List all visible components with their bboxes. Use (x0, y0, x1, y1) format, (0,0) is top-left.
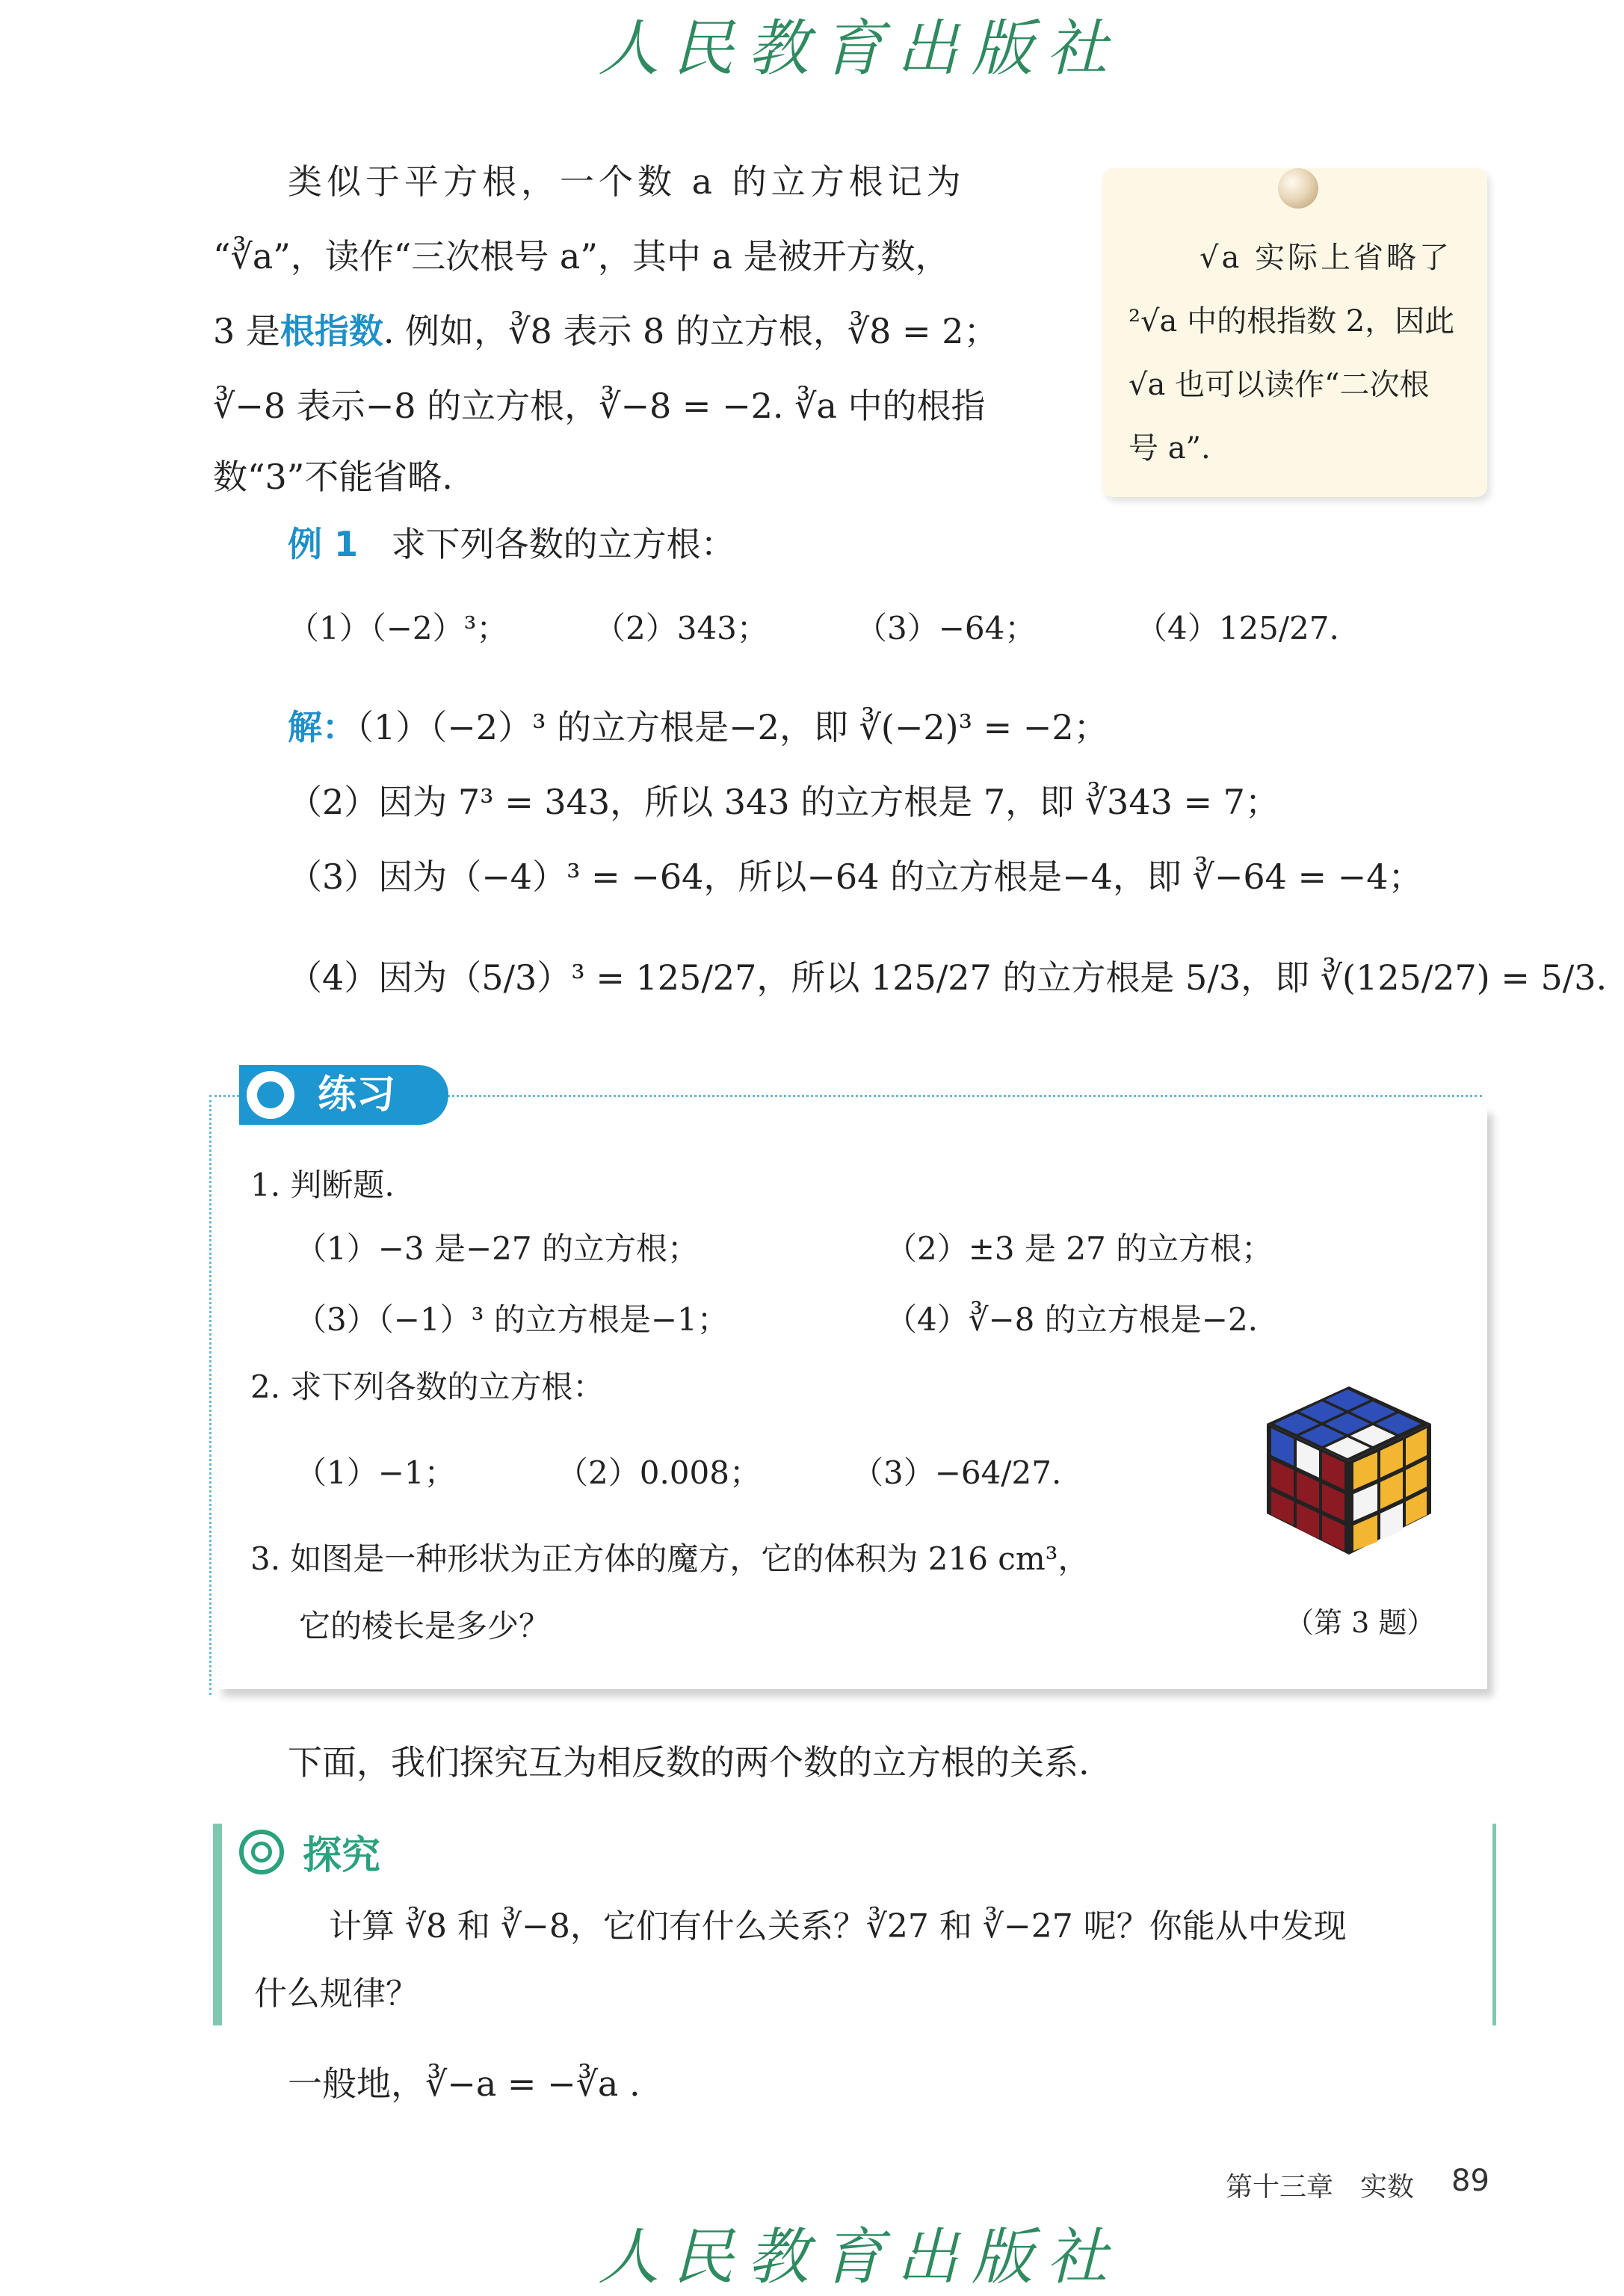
intro-line-3 (213, 310, 998, 354)
pin-icon (1278, 168, 1318, 209)
practice-q2-b: （2）0.008； (557, 1454, 761, 1491)
example-item-2: （2）343； (594, 610, 768, 646)
example-item-1: （1）（−2）³； (288, 610, 508, 646)
explore-line-2: 什么规律？ (254, 1975, 419, 2013)
explore-line-1: 计算 ∛8 和 ∛−8，它们有什么关系？∛27 和 ∛−27 呢？你能从中发现 (329, 1907, 1347, 1945)
sidenote-line-2: ²√a 中的根指数 2，因此 (1129, 304, 1455, 339)
practice-tab (239, 1065, 448, 1125)
practice-q1-c: （3）（−1）³ 的立方根是−1； (295, 1301, 729, 1338)
sidenote-card (1102, 168, 1487, 497)
conclusion-text: 一般地，∛−a = −∛a . (288, 2064, 640, 2104)
practice-q3-line-1: 3. 如图是一种形状为正方体的魔方，它的体积为 216 cm³， (250, 1540, 1090, 1577)
example-label: 例 1 (288, 524, 359, 564)
solution-line-4: （4）因为（5/3）³ = 125/27，所以 125/27 的立方根是 5/3，即 ∛(125/27) = 5/3. (288, 957, 1608, 998)
practice-q2-c: （3）−64/27. (852, 1454, 1062, 1491)
example-heading (288, 523, 735, 567)
sidenote-line-3: √a 也可以读作“二次根 (1129, 368, 1430, 402)
footer-chapter: 第十三章 实数 (1226, 2172, 1415, 2203)
example-prompt: 求下列各数的立方根： (391, 524, 735, 564)
transition-text: 下面，我们探究互为相反数的两个数的立方根的关系. (288, 1742, 1090, 1783)
intro-line-3-c: . 例如，∛8 表示 8 的立方根，∛8 = 2； (383, 311, 998, 351)
solution-line-1 (288, 706, 1108, 750)
pencil-icon (247, 1071, 294, 1119)
term-root-index: 根指数 (280, 311, 383, 351)
solution-line-2: （2）因为 7³ = 343，所以 343 的立方根是 7，即 ∛343 = 7； (288, 782, 1279, 822)
intro-line-4: ∛−8 表示−8 的立方根，∛−8 = −2. ∛a 中的根指 (213, 386, 986, 426)
page-number: 89 (1451, 2164, 1489, 2198)
practice-q3-line-2: 它的棱长是多少？ (299, 1608, 551, 1644)
practice-q1-b: （2）±3 是 27 的立方根； (886, 1230, 1273, 1267)
intro-line-1: 类似于平方根，一个数 a 的立方根记为 (288, 161, 966, 202)
sidenote-line-4: 号 a”. (1129, 431, 1211, 466)
practice-q2-a: （1）−1； (295, 1454, 456, 1491)
example-item-4: （4）125/27. (1136, 610, 1339, 646)
intro-line-2: “∛a”，读作“三次根号 a”，其中 a 是被开方数， (213, 236, 950, 277)
practice-q1: 1. 判断题. (250, 1167, 395, 1203)
intro-line-5: 数“3”不能省略. (213, 457, 453, 497)
watermark-top: 人民教育出版社 (598, 13, 1121, 84)
rubiks-cube-figure (1237, 1357, 1461, 1581)
practice-q2: 2. 求下列各数的立方根： (250, 1368, 605, 1405)
sidenote-line-1: √a 实际上省略了 (1200, 241, 1453, 275)
explore-title: 探究 (303, 1833, 381, 1878)
example-item-3: （3）−64； (856, 610, 1037, 646)
solution-label: 解： (288, 707, 356, 747)
practice-q1-a: （1）−3 是−27 的立方根； (295, 1230, 699, 1267)
solution-line-3: （3）因为（−4）³ = −64，所以−64 的立方根是−4，即 ∛−64 = −4； (288, 857, 1423, 897)
figure-caption: （第 3 题） (1285, 1606, 1436, 1639)
intro-line-3-a: 3 是 (213, 311, 280, 351)
watermark-bottom: 人民教育出版社 (598, 2222, 1121, 2293)
practice-title: 练习 (318, 1073, 396, 1117)
solution-step-1: （1）（−2）³ 的立方根是−2，即 ∛(−2)³ = −2； (356, 707, 1108, 747)
practice-q1-d: （4）∛−8 的立方根是−2. (886, 1301, 1259, 1338)
explore-icon (239, 1830, 284, 1874)
